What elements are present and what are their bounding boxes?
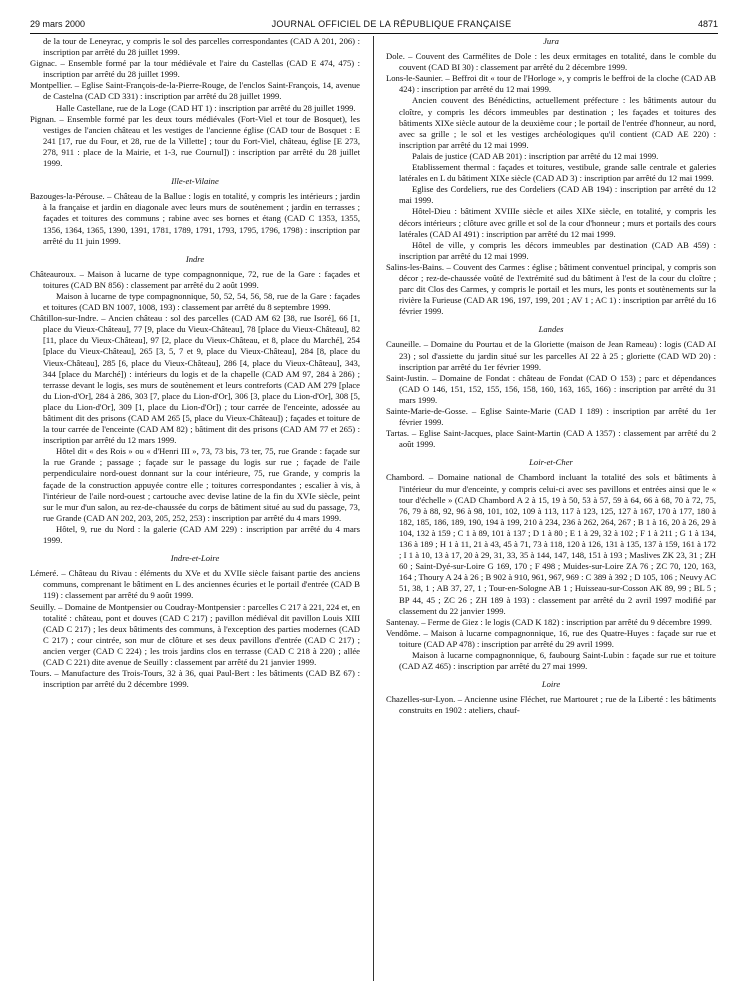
column-separator <box>373 36 374 981</box>
monument-entry: Gignac. – Ensemble formé par la tour médiévale et l'aire du Castellas (CAD E 474, 475) : inscription par arrêté du 28 juillet 1999. <box>30 58 360 80</box>
right-column <box>386 36 716 981</box>
monument-entry: Sainte-Marie-de-Gosse. – Eglise Sainte-Marie (CAD I 189) : inscription par arrêté du 1er février 1999. <box>386 406 716 428</box>
header-title: JOURNAL OFFICIEL DE LA RÉPUBLIQUE FRANÇAISE <box>271 19 512 29</box>
department-heading: Indre <box>185 253 205 264</box>
header-date: 29 mars 2000 <box>30 19 86 29</box>
monument-entry: Montpellier. – Eglise Saint-François-de-la-Pierre-Rouge, de l'enclos Saint-François, 14, avenue de Castelna (CAD CD 331) : inscription par arrêté du 28 juillet 1999. <box>30 80 360 102</box>
monument-sub-entry: Palais de justice (CAD AB 201) : inscription par arrêté du 12 mai 1999. <box>412 150 659 161</box>
page-header <box>30 16 718 32</box>
department-heading: Landes <box>538 324 564 335</box>
monument-entry: Chambord. – Domaine national de Chambord incluant la totalité des sols et bâtiments à l'intérieur du mur d'enceinte, y compris celui-ci avec ses pavillons et entrées ainsi que le « tour d'échelle » (CAD Chambord A 2 à 15, 19 à 50, 53 à 57, 59 à 64, 66 à 68, 70 à 72, 75, 76, 79 à 88, 92, 96 à 98, 101, 102, 109 à 113, 117 à 123, 125, 127 à 167, 170 à 177, 180 à 182, 185, 186, 189, 190, 194 à 199, 210 à 234, 236 à 262, 264, 267 ; B 1 à 16, 20 à 26, 29 à 104, 132 à 159 ; C 1 à 89, 101 à 137 ; D 1 à 80 ; E 1 à 29, 32 à 102 ; F 1 à 211 ; G 1 à 134, 136 à 189 ; H 1 à 11, 21 à 43, 45 à 71, 73 à 118, 120 à 126, 131 à 135, 137 à 159, 161 à 172 ; I 1 à 10, 13 à 17, 20 à 29, 31, 33, 35 à 144, 147, 148, 151 à 193 ; Maslives ZK 23, 31 ; ZH 60 ; Saint-Dyé-sur-Loire G 169, 170 ; F 498 ; Muides-sur-Loire ZA 76 ; ZC 70, 120, 163, 164 ; Thoury A 24 à 26 ; B 902 à 910, 961, 967, 969 : C 389 à 392 ; D 105, 106 ; Neuvy AC 51, 38, 1 ; AB 37, 27, 1 ; Tour-en-Sologne AB 1 ; Huisseau-sur-Cosson AK 89, 99 ; BL 5 ; BP 44, 45 ; ZC 26 ; ZH 189 à 193) : classement par arrêté du 2 avril 1997 modifié par classement du 22 janvier 1999. <box>386 472 716 616</box>
header-rule <box>30 33 718 34</box>
monument-entry: Châteauroux. – Maison à lucarne de type compagnonnique, 72, rue de la Gare : façades et toitures (CAD BN 856) : classement par arrêté du 2 août 1999. <box>30 268 360 290</box>
monument-sub-entry: Hôtel, 9, rue du Nord : la galerie (CAD AM 229) : inscription par arrêté du 4 mars 1999. <box>43 523 360 546</box>
monument-entry: Châtillon-sur-Indre. – Ancien château : sol des parcelles (CAD AM 62 [38, rue Isoré], 66 [1, place du Vieux-Château], 77 [9, place du Vieux-Château], 78 [place du Vieux-Château], 82 [11, place du Vieux-Château], 97 [2, place du Vieux-Château, et 8, place du Marché], 254 [place du Vieux-Château], 265 [3, 5, 7 et 9, place du Vieux-Château], 284 [8, place du Vieux-Château], 285 [6, place du Vieux-Château], 286 [4, place du Vieux-Château], 343, 344 [place du Marché]) : intérieurs du logis et de la chapelle (CAD AM 97, 284 à 286) ; terrasse devant le logis, ses murs de soutènement et leurs contreforts (CAD AM 279 [place du Lion-d'Or], 284 à 286, 303 [7, place du Lion-d'Or], 306 [3, place du Lion-d'Or], 308 [5, place du Lion-d'Or], 309 [1, place du Lion-d'Or]) ; tour carrée de l'enceinte, adossée au bâtiment dit des prisons (CAD AM 265 [5, place du Vieux-Château]) ; façades et toiture de la tour carrée de l'enceinte (CAD AM 82) ; bâtiment dit des prisons (CAD AM 77 et 265) : inscription par arrêté du 12 mars 1999. <box>30 313 360 446</box>
monument-sub-entry: Halle Castellane, rue de la Loge (CAD HT 1) : inscription par arrêté du 28 juillet 1999. <box>56 102 356 113</box>
department-heading: Ille-et-Vilaine <box>171 176 219 187</box>
monument-entry: Vendôme. – Maison à lucarne compagnonnique, 16, rue des Quatre-Huyes : façade sur rue et toiture (CAD AP 478) : inscription par arrêté du 29 avril 1999. <box>386 627 716 649</box>
monument-sub-entry: Etablissement thermal : façades et toitures, vestibule, grande salle centrale et galeries latérales en L du bâtiment XIXe siècle (CAD AD 3) : inscription par arrêté du 12 mai 1999. <box>399 162 716 184</box>
monument-entry: Seuilly. – Domaine de Montpensier ou Coudray-Montpensier : parcelles C 217 à 221, 224 et, en totalité : château, pont et douves (CAD C 217) ; pavillon médiéval dit pavillon Louis XIII (CAD C 217) ; les deux bâtiments des communs, à l'exception des parties modernes (CAD C 217) ; cour cintrée, son mur de clôture et ses deux pavillons d'entrée (CAD C 217) ; ancien verger (CAD C 224) ; les trois jardins clos en terrasse (CAD C 218 à 220) ; allée (CAD C 221) dite avenue de Seuilly : classement par arrêté du 21 janvier 1999. <box>30 601 360 667</box>
monument-entry: Salins-les-Bains. – Couvent des Carmes : église ; bâtiment conventuel principal, y compris son décor ; rez-de-chaussée voûté de l'extrémité sud du bâtiment à l'est de la cour du cloître ; parc dit Clos des Carmes, y compris le portail et les murs, les ponts et soutènements sur la rivière la Furieuse (CAD AR 196, 197, 199, 201 ; AV 1 ; AC 1) : inscription par arrêté du 16 février 1999. <box>386 261 716 317</box>
monument-sub-entry: Hôtel-Dieu : bâtiment XVIIIe siècle et ailes XIXe siècle, en totalité, y compris les décors intérieurs ; clôture avec grille et sol de la cour d'honneur ; murs et portails des cours latérales (CAD AI 491) : inscription par arrêté du 12 mai 1999. <box>399 206 716 239</box>
monument-entry: Cauneille. – Domaine du Pourtau et de la Gloriette (maison de Jean Rameau) : logis (CAD AI 23) ; sol d'assiette du jardin situé sur les parcelles AI 22 à 25 ; gloriette (CAD WD 20) : inscription par arrêté du 1er février 1999. <box>386 339 716 372</box>
monument-entry: Dole. – Couvent des Carmélites de Dole : les deux ermitages en totalité, dans le comble du couvent (CAD BI 30) : classement par arrêté du 2 décembre 1999. <box>386 51 716 73</box>
monument-sub-entry: Eglise des Cordeliers, rue des Cordeliers (CAD AB 194) : inscription par arrêté du 12 mai 1999. <box>399 184 716 206</box>
monument-sub-entry: Maison à lucarne compagnonnique, 6, faubourg Saint-Lubin : façade sur rue et toiture (CAD AZ 465) : inscription par arrêté du 27 mai 1999. <box>399 649 716 672</box>
monument-entry: Bazouges-la-Pérouse. – Château de la Ballue : logis en totalité, y compris les intérieurs ; jardin à la française et jardin en diagonale avec leurs murs de soutènement ; jardin en terrasses ; façades et toitures des communs ; rabine avec ses bornes et étang (CAD C 1353, 1355, 1356, 1364, 1365, 1390, 1391, 1781, 1789, 1791, 1793, 1795, 1796, 1798) : inscription par arrêté du 11 juin 1999. <box>30 191 360 246</box>
monument-entry: Lémeré. – Château du Rivau : éléments du XVe et du XVIIe siècle faisant partie des anciens communs, comprenant le bâtiment en L des anciennes écuries et le portail d'entrée (CAD B 119) : classement par arrêté du 9 août 1999. <box>30 568 360 601</box>
department-heading: Loir-et-Cher <box>529 457 573 468</box>
monument-entry: Santenay. – Ferme de Giez : le logis (CAD K 182) : inscription par arrêté du 9 décembre 1999. <box>386 616 712 627</box>
department-heading: Loire <box>541 679 561 690</box>
monument-sub-entry: Maison à lucarne de type compagnonnique, 50, 52, 54, 56, 58, rue de la Gare : façades et toitures (CAD BN 1007, 1008, 193) : classement par arrêté du 8 septembre 1999. <box>43 290 360 313</box>
monument-sub-entry: Hôtel dit « des Rois » ou « d'Henri III », 73, 73 bis, 73 ter, 75, rue Grande : façade sur la rue Grande ; passage ; façade sur le passage du logis sur rue ; façade de l'aile perpendiculaire nord-ouest donnant sur la cour intérieure, 75, rue Grande, y compris la façade de la construction appuyée contre elle ; toitures correspondantes ; escalier à vis, à l'intérieur de l'aile nord-ouest ; cartouche avec devise latine de la fin du XVIe siècle, peint sur le mur d'un salon, au rez-de-chaussée du corps de bâtiment situé au sud du passage, 73, rue Grande (CAD AN 202, 203, 205, 252, 253) : inscription par arrêté du 4 mars 1999. <box>43 446 360 523</box>
monument-entry: Lons-le-Saunier. – Beffroi dit « tour de l'Horloge », y compris le beffroi de la cloche (CAD AB 424) : inscription par arrêté du 12 mai 1999. <box>386 73 716 95</box>
monument-sub-entry: Ancien couvent des Bénédictins, actuellement préfecture : les bâtiments autour du cloître, y compris les décors immeubles par destination ; les façades et toitures des bâtiments XIXe siècle autour de la deuxième cour ; le portail de l'entrée d'honneur, au nord, avec sa grille ; le sol et les vestiges archéologiques qu'il contient (CAD AE 220) : inscription par arrêté du 12 mai 1999. <box>399 95 716 150</box>
department-heading: Jura <box>543 36 559 46</box>
monument-entry: Tours. – Manufacture des Trois-Tours, 32 à 36, quai Paul-Bert : les bâtiments (CAD BZ 67) : inscription par arrêté du 2 décembre 1999. <box>30 668 360 690</box>
monument-entry: Pignan. – Ensemble formé par les deux tours médiévales (Fort-Viel et tour de Bosquet), les vestiges de l'ancien château et les vestiges de l'ancienne église (CAD tour de Bosquet : E 241 [17, rue du Four, et 28, rue de la Villette] ; tour du Fort-Viel, château, église [E 273, 278, 911 : place de la Mairie, et 1-3, rue Cournul]) : inscription par arrêté du 28 juillet 1999. <box>30 113 360 169</box>
continued-entry: de la tour de Leneyrac, y compris le sol des parcelles correspondantes (CAD A 201, 206) : inscription par arrêté du 28 juillet 1999. <box>43 36 360 58</box>
monument-entry: Chazelles-sur-Lyon. – Ancienne usine Fléchet, rue Martouret ; rue de la Liberté : les bâtiments construits en 1902 : ateliers, chauf- <box>386 694 716 716</box>
left-column <box>30 36 360 981</box>
header-page-number: 4871 <box>697 19 718 29</box>
monument-entry: Saint-Justin. – Domaine de Fondat : château de Fondat (CAD O 153) ; parc et dépendances (CAD O 146, 151, 152, 155, 156, 158, 160, 163, 165, 166) : inscription par arrêté du 31 mars 1999. <box>386 372 716 405</box>
monument-sub-entry: Hôtel de ville, y compris les décors immeubles par destination (CAD AB 459) : inscription par arrêté du 12 mai 1999. <box>399 239 716 261</box>
monument-entry: Tartas. – Eglise Saint-Jacques, place Saint-Martin (CAD A 1357) : classement par arrêté du 2 août 1999. <box>386 428 716 450</box>
department-heading: Indre-et-Loire <box>170 553 220 564</box>
